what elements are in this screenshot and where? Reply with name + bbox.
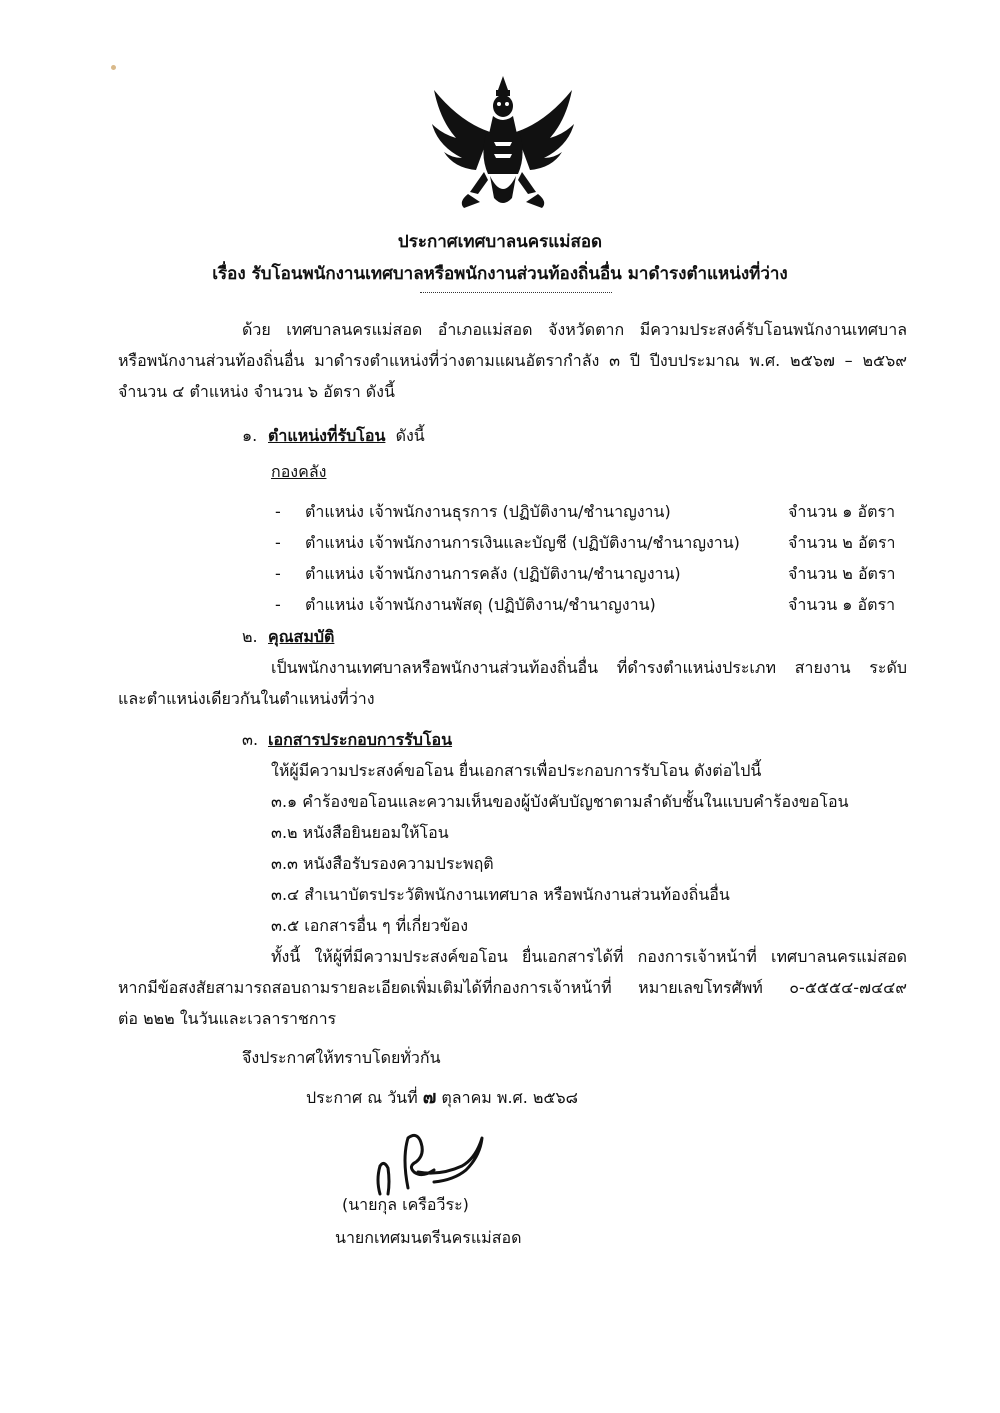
position-name: ตำแหน่ง เจ้าพนักงานการคลัง (ปฏิบัติงาน/ชำนาญงาน) <box>305 564 681 583</box>
intro-line-2: หรือพนักงานส่วนท้องถิ่นอื่น มาดำรงตำแหน่งที่ว่างตามแผนอัตรากำลัง ๓ ปี ปีงบประมาณ พ.ศ. ๒๕๖๗ – ๒๕๖๙ <box>118 351 907 370</box>
position-dash: - <box>275 502 281 521</box>
position-name: ตำแหน่ง เจ้าพนักงานพัสดุ (ปฏิบัติงาน/ชำนาญงาน) <box>305 595 656 614</box>
date-day: ๗ <box>422 1087 437 1108</box>
signatory-title: นายกเทศมนตรีนครแม่สอด <box>335 1228 522 1247</box>
position-row <box>0 531 1000 555</box>
garuda-emblem-icon <box>428 72 578 212</box>
position-row <box>0 500 1000 524</box>
document-item: ๓.๒ หนังสือยินยอมให้โอน <box>271 823 449 842</box>
position-dash: - <box>275 595 281 614</box>
announcement-title: ประกาศเทศบาลนครแม่สอด <box>397 232 603 252</box>
section-3-title: เอกสารประกอบการรับโอน <box>268 730 453 749</box>
closing-line-2: หากมีข้อสงสัยสามารถสอบถามรายละเอียดเพิ่มเติมได้ที่กองการเจ้าหน้าที่ หมายเลขโทรศัพท์ ๐-๕๕๕๔-๗๔๔๙ <box>118 978 907 997</box>
paper-speck <box>111 65 116 70</box>
section-3-number: ๓. <box>242 730 259 749</box>
announcement-subject: เรื่อง รับโอนพนักงานเทศบาลหรือพนักงานส่วนท้องถิ่นอื่น มาดำรงตำแหน่งที่ว่าง <box>212 264 788 284</box>
date-prefix: ประกาศ ณ วันที่ <box>306 1088 418 1107</box>
section-2-heading <box>242 625 334 649</box>
position-count: จำนวน ๒ อัตรา <box>788 533 896 552</box>
division-name: กองคลัง <box>271 462 327 481</box>
document-item: ๓.๓ หนังสือรับรองความประพฤติ <box>271 854 494 873</box>
document-item: ๓.๕ เอกสารอื่น ๆ ที่เกี่ยวข้อง <box>271 916 469 935</box>
section-3-intro: ให้ผู้มีความประสงค์ขอโอน ยื่นเอกสารเพื่อประกอบการรับโอน ดังต่อไปนี้ <box>271 761 762 780</box>
position-count: จำนวน ๑ อัตรา <box>788 502 896 521</box>
section-2-title: คุณสมบัติ <box>268 627 335 646</box>
announce-line: จึงประกาศให้ทราบโดยทั่วกัน <box>242 1048 441 1067</box>
position-row <box>0 593 1000 617</box>
position-name: ตำแหน่ง เจ้าพนักงานการเงินและบัญชี (ปฏิบัติงาน/ชำนาญงาน) <box>305 533 740 552</box>
position-dash: - <box>275 533 281 552</box>
section-1-heading <box>242 424 425 448</box>
section-1-suffix: ดังนี้ <box>395 426 425 445</box>
position-row <box>0 562 1000 586</box>
position-count: จำนวน ๒ อัตรา <box>788 564 896 583</box>
section-2-number: ๒. <box>242 627 258 646</box>
intro-line-1: ด้วย เทศบาลนครแม่สอด อำเภอแม่สอด จังหวัดตาก มีความประสงค์รับโอนพนักงานเทศบาล <box>242 320 907 339</box>
date-rest: ตุลาคม พ.ศ. ๒๕๖๘ <box>441 1088 579 1107</box>
section-1-number: ๑. <box>242 426 258 445</box>
document-item: ๓.๑ คำร้องขอโอนและความเห็นของผู้บังคับบัญชาตามลำดับชั้นในแบบคำร้องขอโอน <box>271 792 849 811</box>
document-item: ๓.๔ สำเนาบัตรประวัติพนักงานเทศบาล หรือพนักงานส่วนท้องถิ่นอื่น <box>271 885 730 904</box>
position-name: ตำแหน่ง เจ้าพนักงานธุรการ (ปฏิบัติงาน/ชำนาญงาน) <box>305 502 671 521</box>
section-3-heading <box>242 728 452 752</box>
closing-line-1: ทั้งนี้ ให้ผู้ที่มีความประสงค์ขอโอน ยื่นเอกสารได้ที่ กองการเจ้าหน้าที่ เทศบาลนครแม่สอด <box>271 947 907 966</box>
position-count: จำนวน ๑ อัตรา <box>788 595 896 614</box>
announce-date <box>306 1086 578 1110</box>
section-2-line-2: และตำแหน่งเดียวกันในตำแหน่งที่ว่าง <box>118 689 375 708</box>
signatory-name: (นายกุล เครือวีระ) <box>342 1195 469 1214</box>
intro-line-3: จำนวน ๔ ตำแหน่ง จำนวน ๖ อัตรา ดังนี้ <box>118 382 395 401</box>
dotted-separator <box>420 292 612 293</box>
section-2-line-1: เป็นพนักงานเทศบาลหรือพนักงานส่วนท้องถิ่นอื่น ที่ดำรงตำแหน่งประเภท สายงาน ระดับ <box>271 658 907 677</box>
handwritten-signature <box>366 1128 516 1200</box>
section-1-title: ตำแหน่งที่รับโอน <box>268 426 386 445</box>
position-dash: - <box>275 564 281 583</box>
closing-line-3: ต่อ ๒๒๒ ในวันและเวลาราชการ <box>118 1009 337 1028</box>
